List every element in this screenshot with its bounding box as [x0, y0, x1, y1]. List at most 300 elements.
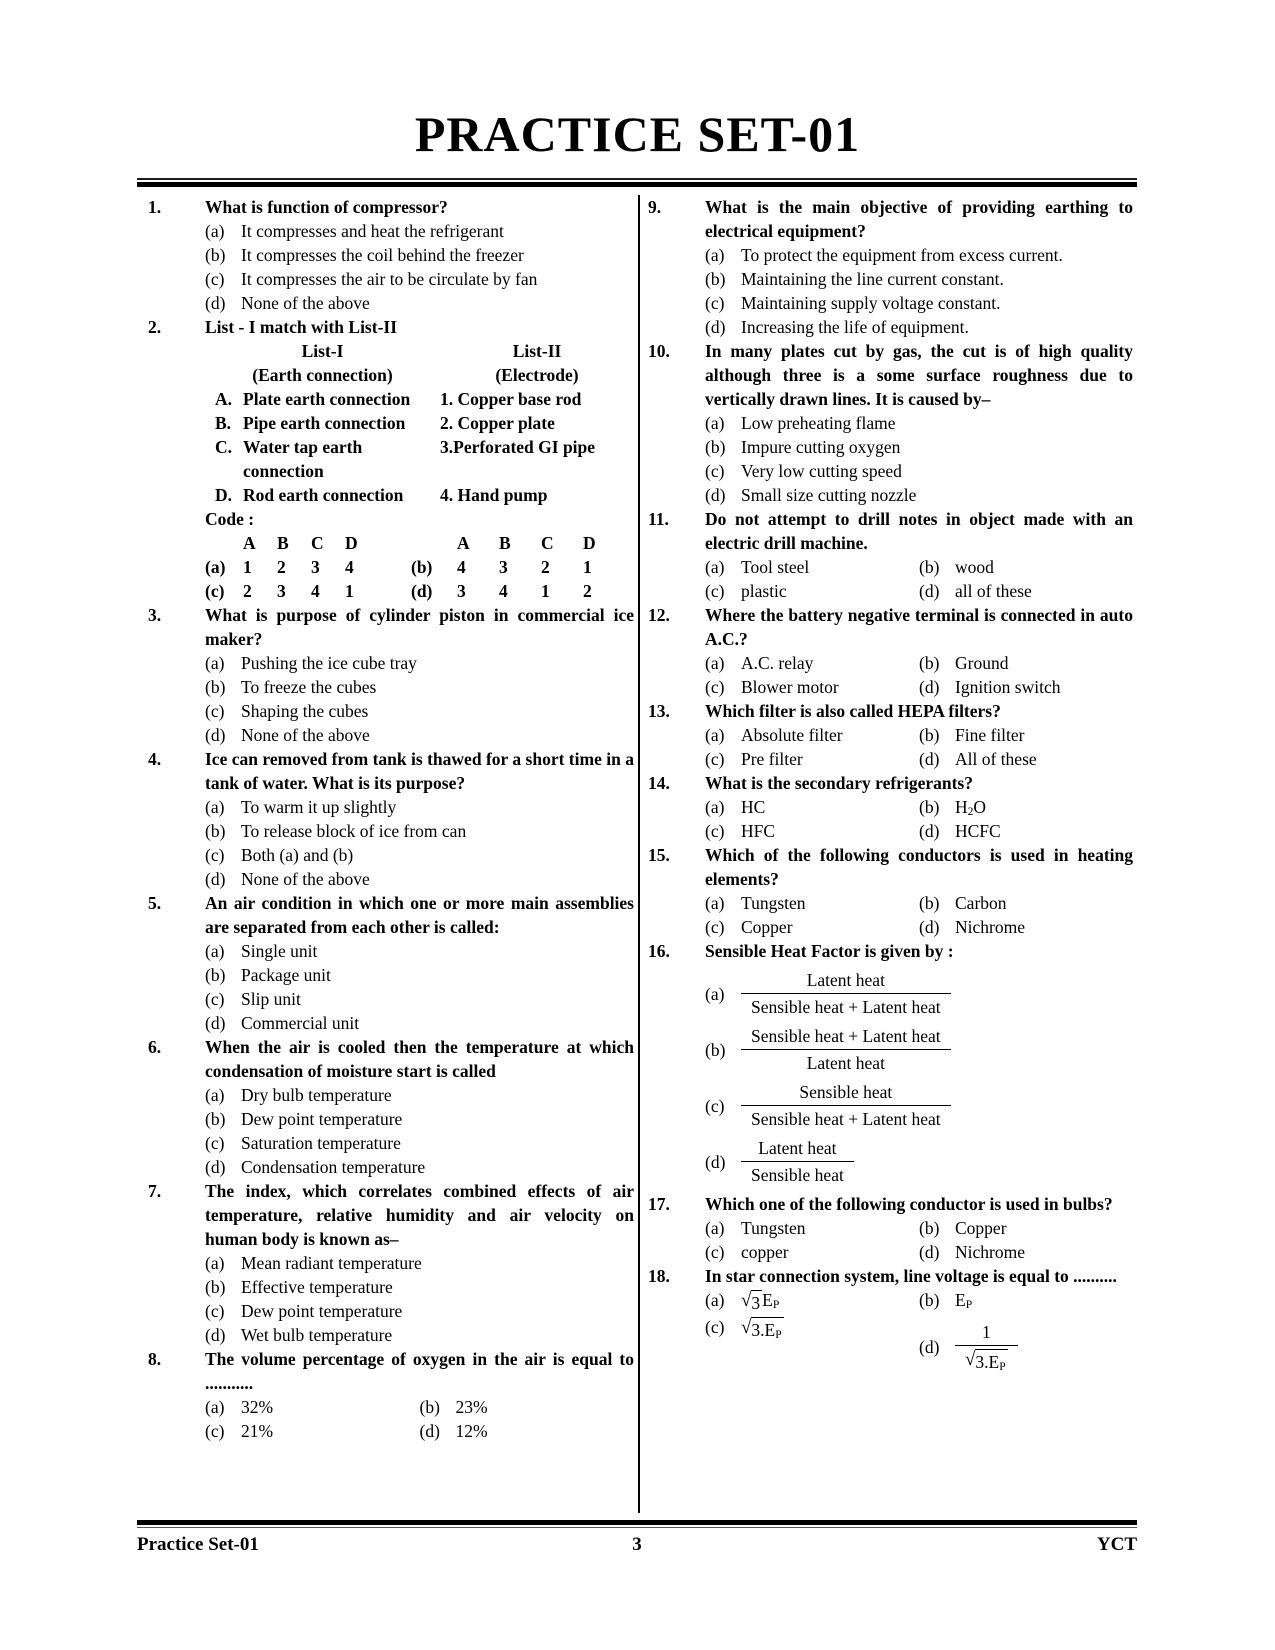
option-text: Copper: [955, 1218, 1007, 1238]
option-7b: [205, 1275, 634, 1299]
question-body: [705, 339, 1133, 507]
option-label: (a): [705, 1218, 725, 1238]
question-4: [148, 747, 634, 891]
subscript: P: [772, 1299, 780, 1312]
option-label: (d): [419, 1421, 440, 1441]
question-body: [205, 747, 634, 891]
sqrt-radical: [741, 1317, 784, 1342]
option-label: (d): [205, 1157, 226, 1177]
option-text: all of these: [955, 581, 1032, 601]
question-text: When the air is cooled then the temperature at which condensation of moisture start is called: [205, 1037, 634, 1081]
option-text: Low preheating flame: [741, 413, 896, 433]
option-text: Blower motor: [741, 677, 839, 697]
code-value: 4: [499, 581, 508, 601]
question-11: [648, 507, 1133, 603]
code-value: 3: [277, 581, 286, 601]
code-header-cell: C: [541, 533, 554, 553]
code-option-row: [205, 555, 634, 579]
list-header-1: List-I: [301, 341, 344, 361]
option-text: Mean radiant temperature: [241, 1253, 422, 1273]
question-text: In star connection system, line voltage is equal to ..........: [705, 1266, 1117, 1286]
option-label: (b): [919, 797, 940, 817]
code-cell-empty: [205, 531, 243, 555]
question-14: [648, 771, 1133, 843]
option-text: Tungsten: [741, 1218, 806, 1238]
code-value: 4: [311, 581, 320, 601]
code-option-label: (c): [205, 581, 225, 601]
option-label: (c): [705, 461, 725, 481]
fraction: [741, 1024, 951, 1075]
option-label: (c): [205, 845, 225, 865]
options-list: [705, 795, 1133, 843]
option-11c: [705, 579, 919, 603]
subscript: P: [775, 1329, 782, 1342]
option-text: 21%: [241, 1421, 274, 1441]
question-text: Sensible Heat Factor is given by :: [705, 941, 954, 961]
question-number: 3.: [148, 605, 162, 625]
question-text: Which one of the following conductor is used in bulbs?: [705, 1194, 1113, 1214]
option-4c: [205, 843, 634, 867]
option-label: (a): [205, 1253, 225, 1273]
option-9c: [705, 291, 1133, 315]
option-label: (c): [205, 1133, 225, 1153]
option-text: Shaping the cubes: [241, 701, 369, 721]
match-right-item: 3.Perforated GI pipe: [440, 437, 596, 457]
option-text: 12%: [455, 1421, 488, 1441]
option-text: Effective temperature: [241, 1277, 393, 1297]
option-label: (d): [705, 1151, 726, 1172]
option-text: copper: [741, 1242, 789, 1262]
code-value: 2: [243, 581, 252, 601]
option-label: (a): [205, 653, 225, 673]
option-text: Package unit: [241, 965, 331, 985]
left-column: [148, 195, 634, 1513]
fraction-denominator: Sensible heat + Latent heat: [741, 993, 951, 1019]
code-cell-gap: [379, 531, 411, 555]
code-header-cell: A: [243, 533, 256, 553]
option-label: (d): [205, 869, 226, 889]
option-text: Impure cutting oxygen: [741, 437, 901, 457]
question-number: 11.: [648, 509, 669, 529]
question-body: [705, 1192, 1133, 1264]
option-text: Tungsten: [741, 893, 806, 913]
match-item-text: Pipe earth connection: [243, 413, 406, 433]
question-text: The volume percentage of oxygen in the air is equal to ...........: [205, 1349, 634, 1393]
option-14a: [705, 795, 919, 819]
match-left-item: [205, 483, 440, 507]
option-text: A.C. relay: [741, 653, 814, 673]
option-text: HFC: [741, 821, 776, 841]
options-list: [705, 891, 1133, 939]
subscript: 2: [967, 806, 974, 819]
question-text: List - I match with List-II: [205, 317, 398, 337]
match-right-item: 1. Copper base rod: [440, 389, 582, 409]
question-number: 13.: [648, 701, 670, 721]
option-text: 32%: [241, 1397, 274, 1417]
option-label: (a): [705, 653, 725, 673]
option-10a: [705, 411, 1133, 435]
option-3b: [205, 675, 634, 699]
code-option-row: [205, 579, 634, 603]
option-5c: [205, 987, 634, 1011]
option-12d: [919, 675, 1133, 699]
option-label: (a): [705, 1290, 725, 1310]
radical-sign-icon: √: [741, 1290, 752, 1311]
option-label: (a): [205, 797, 225, 817]
option-17b: [919, 1216, 1133, 1240]
question-text: What is the main objective of providing earthing to electrical equipment?: [705, 197, 1133, 241]
option-6c: [205, 1131, 634, 1155]
option-label: (d): [919, 677, 940, 697]
match-item-text: Rod earth connection: [243, 485, 404, 505]
option-3d: [205, 723, 634, 747]
option-text: wood: [955, 557, 994, 577]
option-16a: [705, 968, 1133, 1019]
option-label: (b): [205, 245, 226, 265]
option-text: Commercial unit: [241, 1013, 360, 1033]
code-value: 3: [311, 557, 320, 577]
fraction-denominator: Sensible heat + Latent heat: [741, 1105, 951, 1131]
option-label: (c): [705, 917, 725, 937]
match-left-item: [205, 411, 440, 435]
option-text: Fine filter: [955, 725, 1025, 745]
option-label: (a): [705, 725, 725, 745]
options-list: [705, 651, 1133, 699]
code-value: 1: [345, 581, 354, 601]
code-value: 3: [457, 581, 466, 601]
option-text: Dry bulb temperature: [241, 1085, 392, 1105]
option-9d: [705, 315, 1133, 339]
option-11b: [919, 555, 1133, 579]
option-label: (b): [705, 1039, 726, 1060]
option-text: $E_P$: [955, 1290, 973, 1312]
question-6: [148, 1035, 634, 1179]
question-7: [148, 1179, 634, 1347]
subscript: P: [965, 1299, 973, 1312]
option-text: Small size cutting nozzle: [741, 485, 917, 505]
options-list: [205, 219, 634, 315]
match-item-label: B.: [215, 413, 232, 433]
options-list: [705, 968, 1133, 1187]
question-9: [648, 195, 1133, 339]
option-15a: [705, 891, 919, 915]
option-text: Nichrome: [955, 1242, 1025, 1262]
header-rule-thin: [137, 178, 1137, 180]
option-label: (a): [705, 245, 725, 265]
code-value: 2: [277, 557, 286, 577]
option-label: (b): [419, 1397, 440, 1417]
option-8c: [205, 1419, 420, 1443]
match-item-label: A.: [215, 389, 233, 409]
question-body: [205, 1179, 634, 1347]
question-number: 8.: [148, 1349, 162, 1369]
match-list-subheaders: [205, 363, 634, 387]
option-text: HCFC: [955, 821, 1001, 841]
question-body: [705, 1264, 1133, 1379]
option-label: (b): [205, 1109, 226, 1129]
question-13: [648, 699, 1133, 771]
option-text: Ignition switch: [955, 677, 1061, 697]
footer-rule-thick: [137, 1520, 1137, 1525]
option-text: Carbon: [955, 893, 1007, 913]
option-10b: [705, 435, 1133, 459]
option-12c: [705, 675, 919, 699]
question-number: 14.: [648, 773, 670, 793]
match-item-label: C.: [215, 437, 233, 457]
option-label: (d): [919, 821, 940, 841]
radicand: $3.E_P$: [751, 1317, 783, 1342]
page-footer: [137, 1520, 1137, 1557]
radical-sign-icon: √: [741, 1317, 752, 1338]
question-number: 7.: [148, 1181, 162, 1201]
match-item-text: Water tap earth connection: [243, 437, 363, 481]
match-list-headers: [205, 339, 634, 363]
option-text: All of these: [955, 749, 1037, 769]
option-14b: [919, 795, 1133, 819]
option-text: Increasing the life of equipment.: [741, 317, 969, 337]
option-label: (a): [205, 1397, 225, 1417]
sqrt-radical: [965, 1349, 1008, 1374]
question-number: 1.: [148, 197, 162, 217]
list-header-2: List-II: [512, 341, 562, 361]
option-label: (b): [919, 1218, 940, 1238]
option-7a: [205, 1251, 634, 1275]
options-list: [205, 939, 634, 1035]
option-text: Dew point temperature: [241, 1109, 403, 1129]
option-label: (c): [205, 1421, 225, 1441]
option-text: Maintaining supply voltage constant.: [741, 293, 1001, 313]
question-3: [148, 603, 634, 747]
option-text: Single unit: [241, 941, 318, 961]
options-list: [705, 1288, 1133, 1379]
fraction-denominator: Latent heat: [741, 1049, 951, 1075]
option-13d: [919, 747, 1133, 771]
question-number: 18.: [648, 1266, 670, 1286]
options-list: [705, 555, 1133, 603]
option-label: (c): [705, 1317, 725, 1337]
option-label: (b): [205, 1277, 226, 1297]
option-8a: [205, 1395, 420, 1419]
option-label: (c): [705, 821, 725, 841]
question-text: The index, which correlates combined effects of air temperature, relative humidity and air velocity on human body is known as–: [205, 1181, 634, 1249]
option-text: Dew point temperature: [241, 1301, 403, 1321]
match-right-item: 2. Copper plate: [440, 413, 555, 433]
question-text: Ice can removed from tank is thawed for a short time in a tank of water. What is its purpose?: [205, 749, 634, 793]
option-12b: [919, 651, 1133, 675]
question-17: [648, 1192, 1133, 1264]
question-text: Which of the following conductors is used in heating elements?: [705, 845, 1133, 889]
option-9b: [705, 267, 1133, 291]
option-text: None of the above: [241, 293, 370, 313]
fraction-numerator: Sensible heat + Latent heat: [751, 1026, 941, 1046]
question-12: [648, 603, 1133, 699]
radicand: $3.E_P$: [975, 1349, 1007, 1374]
option-11d: [919, 579, 1133, 603]
option-label: (a): [205, 221, 225, 241]
option-label: (c): [205, 269, 225, 289]
option-8b: [420, 1395, 635, 1419]
option-text: Absolute filter: [741, 725, 843, 745]
match-pair-C: [205, 435, 634, 483]
question-1: [148, 195, 634, 315]
option-text: Pre filter: [741, 749, 803, 769]
option-16d: [705, 1136, 1133, 1187]
option-label: (d): [205, 725, 226, 745]
question-number: 2.: [148, 317, 162, 337]
question-text: Where the battery negative terminal is connected in auto A.C.?: [705, 605, 1133, 649]
radicand: 3: [751, 1290, 762, 1315]
question-number: 15.: [648, 845, 670, 865]
option-label: (d): [919, 917, 940, 937]
option-text: Copper: [741, 917, 793, 937]
option-14c: [705, 819, 919, 843]
option-text: None of the above: [241, 725, 370, 745]
option-label: (c): [205, 701, 225, 721]
options-list: [705, 411, 1133, 507]
options-list: [705, 723, 1133, 771]
page-title: PRACTICE SET-01: [414, 106, 861, 162]
options-list: [205, 1083, 634, 1179]
option-label: (d): [919, 581, 940, 601]
option-label: (d): [705, 485, 726, 505]
option-5b: [205, 963, 634, 987]
option-5d: [205, 1011, 634, 1035]
option-label: (a): [705, 557, 725, 577]
options-list: [205, 1395, 634, 1443]
question-body: [205, 891, 634, 1035]
option-8d: [420, 1419, 635, 1443]
option-text: 23%: [455, 1397, 488, 1417]
option-12a: [705, 651, 919, 675]
option-label: (b): [919, 557, 940, 577]
match-left-item: [205, 435, 440, 483]
option-7d: [205, 1323, 634, 1347]
question-18: [648, 1264, 1133, 1379]
question-body: [705, 843, 1133, 939]
code-option-label: (d): [411, 581, 433, 601]
option-text: It compresses and heat the refrigerant: [241, 221, 504, 241]
code-value: 2: [541, 557, 550, 577]
radical-sign-icon: √: [965, 1349, 976, 1370]
option-text: It compresses the coil behind the freezer: [241, 245, 524, 265]
question-body: [705, 507, 1133, 603]
option-text: $H_2O$: [955, 797, 987, 819]
option-text: To warm it up slightly: [241, 797, 397, 817]
question-text: An air condition in which one or more main assemblies are separated from each other is called:: [205, 893, 634, 937]
code-header-cell: D: [345, 533, 358, 553]
option-label: (d): [205, 1013, 226, 1033]
option-text: To freeze the cubes: [241, 677, 377, 697]
option-10c: [705, 459, 1133, 483]
option-label: (b): [705, 437, 726, 457]
question-number: 10.: [648, 341, 670, 361]
code-value: 2: [583, 581, 592, 601]
header-rule-thick: [137, 182, 1137, 187]
options-list: [205, 1251, 634, 1347]
question-text: What is function of compressor?: [205, 197, 448, 217]
code-header-cell: B: [499, 533, 511, 553]
code-cell-gap: [379, 579, 411, 603]
code-header-cell: A: [457, 533, 470, 553]
fraction-denominator: Sensible heat: [741, 1161, 854, 1187]
question-text: What is purpose of cylinder piston in commercial ice maker?: [205, 605, 634, 649]
footer-row: [137, 1528, 1137, 1557]
option-label: (c): [705, 1242, 725, 1262]
fraction: [741, 1136, 854, 1187]
option-4b: [205, 819, 634, 843]
option-label: (b): [919, 893, 940, 913]
option-label: (b): [205, 677, 226, 697]
option-13a: [705, 723, 919, 747]
right-column: [648, 195, 1133, 1513]
question-number: 17.: [648, 1194, 670, 1214]
option-text: It compresses the air to be circulate by fan: [241, 269, 538, 289]
question-body: [705, 939, 1133, 1192]
match-item-text: Plate earth connection: [243, 389, 411, 409]
option-18b: [919, 1288, 1133, 1315]
footer-page-number: 3: [632, 1534, 642, 1555]
code-value: 1: [541, 581, 550, 601]
option-label: (b): [205, 821, 226, 841]
question-text: In many plates cut by gas, the cut is of high quality although three is a some surface roughness due to vertically drawn lines. It is caused by–: [705, 341, 1133, 409]
content-columns: [148, 195, 1133, 1513]
code-value: 4: [345, 557, 354, 577]
question-number: 4.: [148, 749, 162, 769]
fraction-numerator: Sensible heat: [799, 1082, 893, 1102]
option-label: (c): [705, 581, 725, 601]
question-number: 12.: [648, 605, 670, 625]
code-header-cell: C: [311, 533, 324, 553]
option-text: Ground: [955, 653, 1009, 673]
fraction: [741, 968, 951, 1019]
option-label: (c): [705, 749, 725, 769]
option-6d: [205, 1155, 634, 1179]
code-table: [205, 531, 634, 603]
options-list: [705, 1216, 1133, 1264]
option-text: HC: [741, 797, 766, 817]
option-label: (b): [919, 1290, 940, 1310]
option-1d: [205, 291, 634, 315]
fraction-numerator: Latent heat: [758, 1138, 837, 1158]
code-value: 4: [457, 557, 466, 577]
option-label: (a): [705, 413, 725, 433]
option-text: Both (a) and (b): [241, 845, 354, 865]
option-text: Nichrome: [955, 917, 1025, 937]
list-subheader-1: (Earth connection): [252, 365, 393, 385]
question-body: [705, 699, 1133, 771]
options-list: [705, 243, 1133, 339]
question-16: [648, 939, 1133, 1192]
option-label: (a): [705, 893, 725, 913]
option-5a: [205, 939, 634, 963]
code-header-row: [205, 531, 634, 555]
option-text: Tool steel: [741, 557, 810, 577]
option-text: Very low cutting speed: [741, 461, 902, 481]
question-body: [205, 315, 634, 603]
option-3c: [205, 699, 634, 723]
option-15c: [705, 915, 919, 939]
option-text: Maintaining the line current constant.: [741, 269, 1004, 289]
option-text: To release block of ice from can: [241, 821, 467, 841]
option-label: (b): [705, 269, 726, 289]
option-18a: [705, 1288, 919, 1315]
code-value: 1: [243, 557, 252, 577]
match-pair-B: [205, 411, 634, 435]
code-label: Code :: [205, 509, 255, 529]
option-1a: [205, 219, 634, 243]
header-rule: [137, 178, 1137, 187]
option-label: (d): [919, 1337, 940, 1357]
